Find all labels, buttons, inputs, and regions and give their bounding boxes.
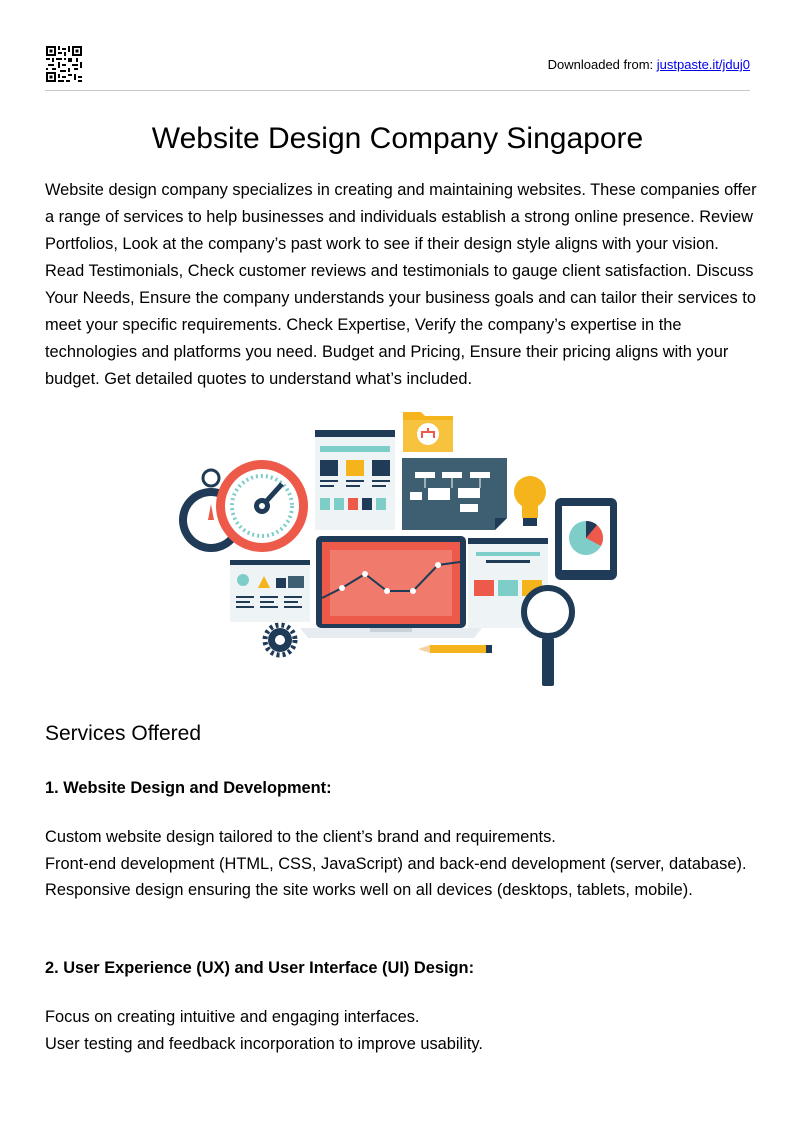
section-line: Front-end development (HTML, CSS, JavaScript) and back-end development (server, database). (45, 854, 747, 873)
flowchart-board-icon (402, 458, 507, 530)
download-label: Downloaded from: (547, 57, 654, 72)
webpage-card-icon (315, 430, 395, 530)
magnifier-icon (524, 588, 572, 686)
services-heading: Services Offered (45, 722, 202, 745)
intro-paragraph: Website design company specializes in creating and maintaining websites. These companies offer a range of services to help businesses and individuals establish a strong online presence. Review Portfolios, Look at the company’s past work to see if their design style aligns with your vision. Read Testimonials, Check customer reviews and testimonials to gauge client satisfaction. Discuss Your Needs, Ensure the company understands your business goals and can tailor their services to meet your specific requirements. Check Expertise, Verify the company’s expertise in the technologies and platforms you need. Budget and Pricing, Ensure their pricing aligns with your budget. Get detailed quotes to understand what’s included. (45, 181, 757, 388)
qr-code-icon (46, 46, 82, 82)
download-source (548, 57, 750, 72)
section-line: User testing and feedback incorporation to improve usability. (45, 1034, 483, 1053)
tablet-pie-icon (555, 498, 617, 580)
section-body-web-design (45, 824, 750, 904)
section-line: Custom website design tailored to the client’s brand and requirements. (45, 828, 556, 846)
laptop-chart-icon (300, 536, 482, 638)
section-line: Focus on creating intuitive and engaging interfaces. (45, 1008, 420, 1026)
section-body-ux-ui (45, 1004, 750, 1057)
lightbulb-icon (514, 476, 546, 526)
section-heading-ux-ui: 2. User Experience (UX) and User Interface (UI) Design: (45, 959, 475, 977)
gauge-icon (216, 460, 308, 552)
pencil-icon (418, 645, 492, 653)
section-heading-web-design: 1. Website Design and Development: (45, 779, 332, 797)
gear-icon (265, 625, 295, 655)
folder-icon (403, 412, 453, 452)
page-title: Website Design Company Singapore (151, 122, 644, 155)
download-link[interactable]: justpaste.it/jduj0 (656, 57, 750, 72)
dashboard-card-icon (230, 560, 310, 622)
header-divider (45, 90, 750, 91)
web-design-illustration (170, 400, 630, 695)
section-line: Responsive design ensuring the site works well on all devices (desktops, tablets, mobile). (45, 881, 693, 899)
